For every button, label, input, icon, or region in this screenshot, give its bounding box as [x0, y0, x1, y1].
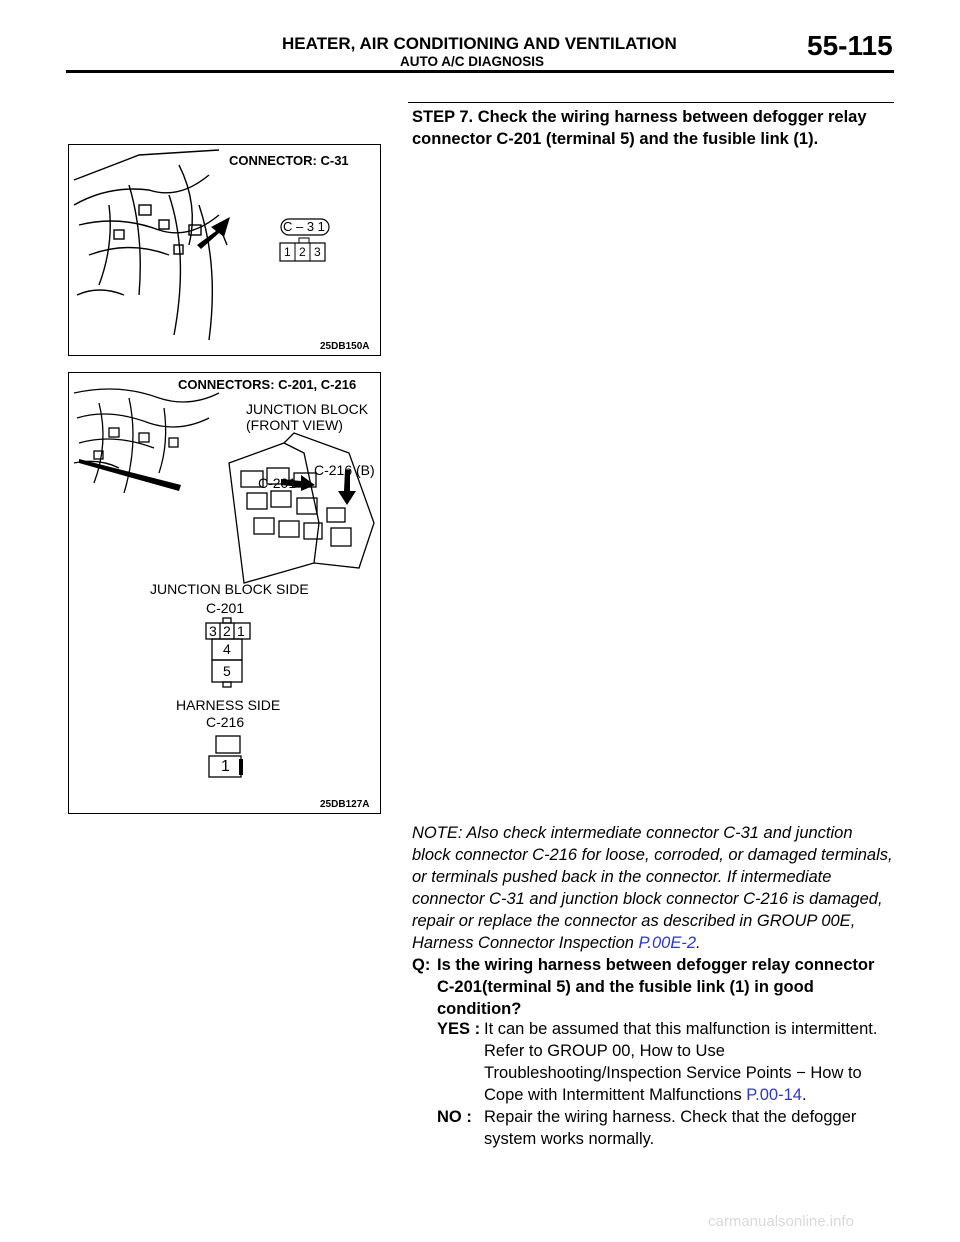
- figure-connector-c31: [68, 144, 381, 356]
- link-p00e-2[interactable]: P.00E-2: [638, 934, 697, 952]
- figure2-code: 25DB127A: [320, 799, 370, 810]
- note-paragraph: [412, 822, 894, 954]
- c201-callout: C-201: [258, 475, 297, 491]
- step-rule: [408, 102, 894, 103]
- note-end: .: [696, 934, 701, 952]
- page-number: 55-115: [807, 30, 893, 61]
- yes-answer: [484, 1018, 894, 1106]
- c31-pin-3: 3: [314, 245, 321, 259]
- c201-pin-3: 3: [209, 623, 217, 639]
- link-p00-14[interactable]: P.00-14: [746, 1086, 802, 1104]
- harness-side-label: HARNESS SIDE: [176, 697, 281, 713]
- yes-end: .: [801, 1086, 807, 1104]
- c31-pin-1: 1: [284, 245, 291, 259]
- junction-block-side-label: JUNCTION BLOCK SIDE: [150, 581, 309, 597]
- figure2-label: CONNECTORS: C-201, C-216: [178, 377, 357, 392]
- c31-pin-2: 2: [299, 245, 306, 259]
- c201-pin-1: 1: [237, 623, 245, 639]
- watermark: carmanualsonline.info: [708, 1213, 854, 1230]
- connector-c31-id: C – 3 1: [283, 219, 325, 234]
- yes-label: YES :: [437, 1020, 481, 1038]
- c201-pin-2: 2: [223, 623, 231, 639]
- note-text: NOTE: Also check intermediate connector C-31 and junction block connector C-216 for loose, corroded, or damaged terminals, or terminals pushed back in the connector. If intermediate connector C-31 and junction block connector C-216 is damaged, repair or replace the connector as described in GROUP 00E, Harness Connector Inspection: [412, 824, 893, 952]
- c201-label: C-201: [206, 600, 245, 616]
- figure1-label: CONNECTOR: C-31: [229, 153, 349, 168]
- junction-block-label-line1: JUNCTION BLOCK: [246, 401, 369, 417]
- question-text: Is the wiring harness between defogger relay connector C-201(terminal 5) and the fusible link (1) in good condition?: [437, 956, 875, 1018]
- c201-pin-4: 4: [223, 641, 231, 657]
- question-prefix: Q:: [412, 956, 431, 974]
- figure-connectors-c201-c216: [68, 372, 381, 814]
- dashboard-wiring-illustration: [69, 145, 380, 355]
- no-answer: Repair the wiring harness. Check that the defogger system works normally.: [484, 1108, 857, 1148]
- figure1-code: 25DB150A: [320, 341, 370, 352]
- c216-pin-1: 1: [221, 758, 230, 775]
- header-rule: [66, 70, 894, 73]
- c216-label: C-216: [206, 714, 245, 730]
- step-title: STEP 7. Check the wiring harness between defogger relay connector C-201 (terminal 5) and the fusible link (1).: [412, 108, 867, 148]
- no-label: NO :: [437, 1108, 472, 1126]
- c201-pin-5: 5: [223, 663, 231, 679]
- c216-callout: C-216 (B): [314, 462, 375, 478]
- junction-block-label-line2: (FRONT VIEW): [246, 417, 343, 433]
- section-subtitle: AUTO A/C DIAGNOSIS: [400, 54, 545, 69]
- section-title: HEATER, AIR CONDITIONING AND VENTILATION: [282, 34, 677, 53]
- yes-text: It can be assumed that this malfunction is intermittent. Refer to GROUP 00, How to Use Troubleshooting/Inspection Service Points − How to Cope with Intermittent Malfunctions: [484, 1020, 878, 1104]
